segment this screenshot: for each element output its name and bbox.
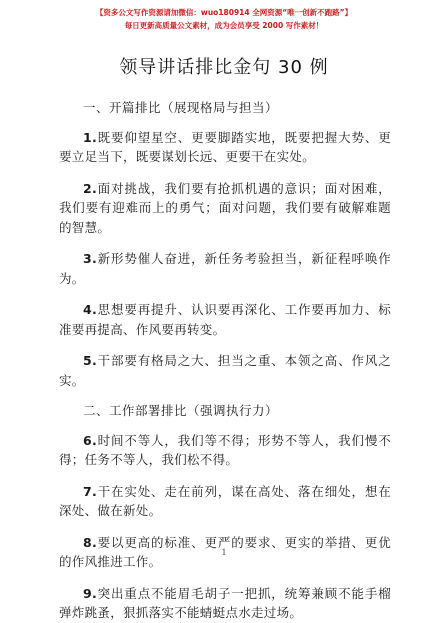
item-text: 突出重点不能眉毛胡子一把抓，统筹兼顾不能手榴弹炸跳蚤，狠抓落实不能蜻蜓点水走过场。 xyxy=(59,585,391,620)
item-text: 思想要再提升、认识要再深化、工作要再加力、标准要再提高、作风要再转变。 xyxy=(59,302,391,337)
document-title: 领导讲话排比金句 30 例 xyxy=(119,57,329,78)
item-text: 要以更高的标准、更严的要求、更实的举措、更优的作风推进工作。 xyxy=(59,534,391,569)
list-item-5 xyxy=(59,351,391,390)
promo-banner-line-1: 【资多公文写作资源请加微信：wuo180914 全网资源“唯一创新不跑路”】 xyxy=(95,8,353,17)
list-item-3 xyxy=(59,249,391,288)
item-number: 8. xyxy=(83,534,98,550)
item-text: 新形势催人奋进，新任务考验担当，新征程呼唤作为。 xyxy=(59,251,391,286)
item-text: 时间不等人，我们等不得；形势不等人，我们慢不得；任务不等人，我们松不得。 xyxy=(59,432,391,467)
list-item-2 xyxy=(59,179,391,238)
item-number: 9. xyxy=(83,585,98,601)
page-number: 1 xyxy=(221,548,227,557)
item-number: 7. xyxy=(83,483,98,499)
item-number: 2. xyxy=(83,180,98,196)
item-text: 干在实处、走在前列，谋在高处、落在细处，想在深处、做在新处。 xyxy=(59,483,391,518)
document-body xyxy=(59,98,391,623)
item-text: 既要仰望星空、更要脚踏实地，既要把握大势、更要立足当下，既要谋划长远、更要干在实处。 xyxy=(59,129,391,164)
section-heading-1: 一、开篇排比（展现格局与担当） xyxy=(83,100,279,115)
item-text: 干部要有格局之大、担当之重、本领之高、作风之实。 xyxy=(59,353,391,388)
list-item-9 xyxy=(59,584,391,623)
list-item-6 xyxy=(59,431,391,470)
item-number: 3. xyxy=(83,251,98,266)
list-item-1 xyxy=(59,128,391,167)
section-heading-2: 二、工作部署排比（强调执行力） xyxy=(83,403,279,418)
item-number: 1. xyxy=(83,129,98,145)
promo-banner-line-2: 每日更新高质量公文素材，成为会员享受 2000 写作素材！ xyxy=(124,21,324,30)
item-number: 5. xyxy=(83,353,98,368)
promo-banner xyxy=(48,8,400,36)
item-text: 面对挑战，我们要有抢抓机遇的意识；面对困难，我们要有迎难而上的勇气；面对问题，我们要有破解难题的智慧。 xyxy=(59,180,391,235)
item-number: 4. xyxy=(83,302,98,317)
item-number: 6. xyxy=(83,432,98,448)
list-item-4 xyxy=(59,300,391,339)
list-item-7 xyxy=(59,482,391,521)
